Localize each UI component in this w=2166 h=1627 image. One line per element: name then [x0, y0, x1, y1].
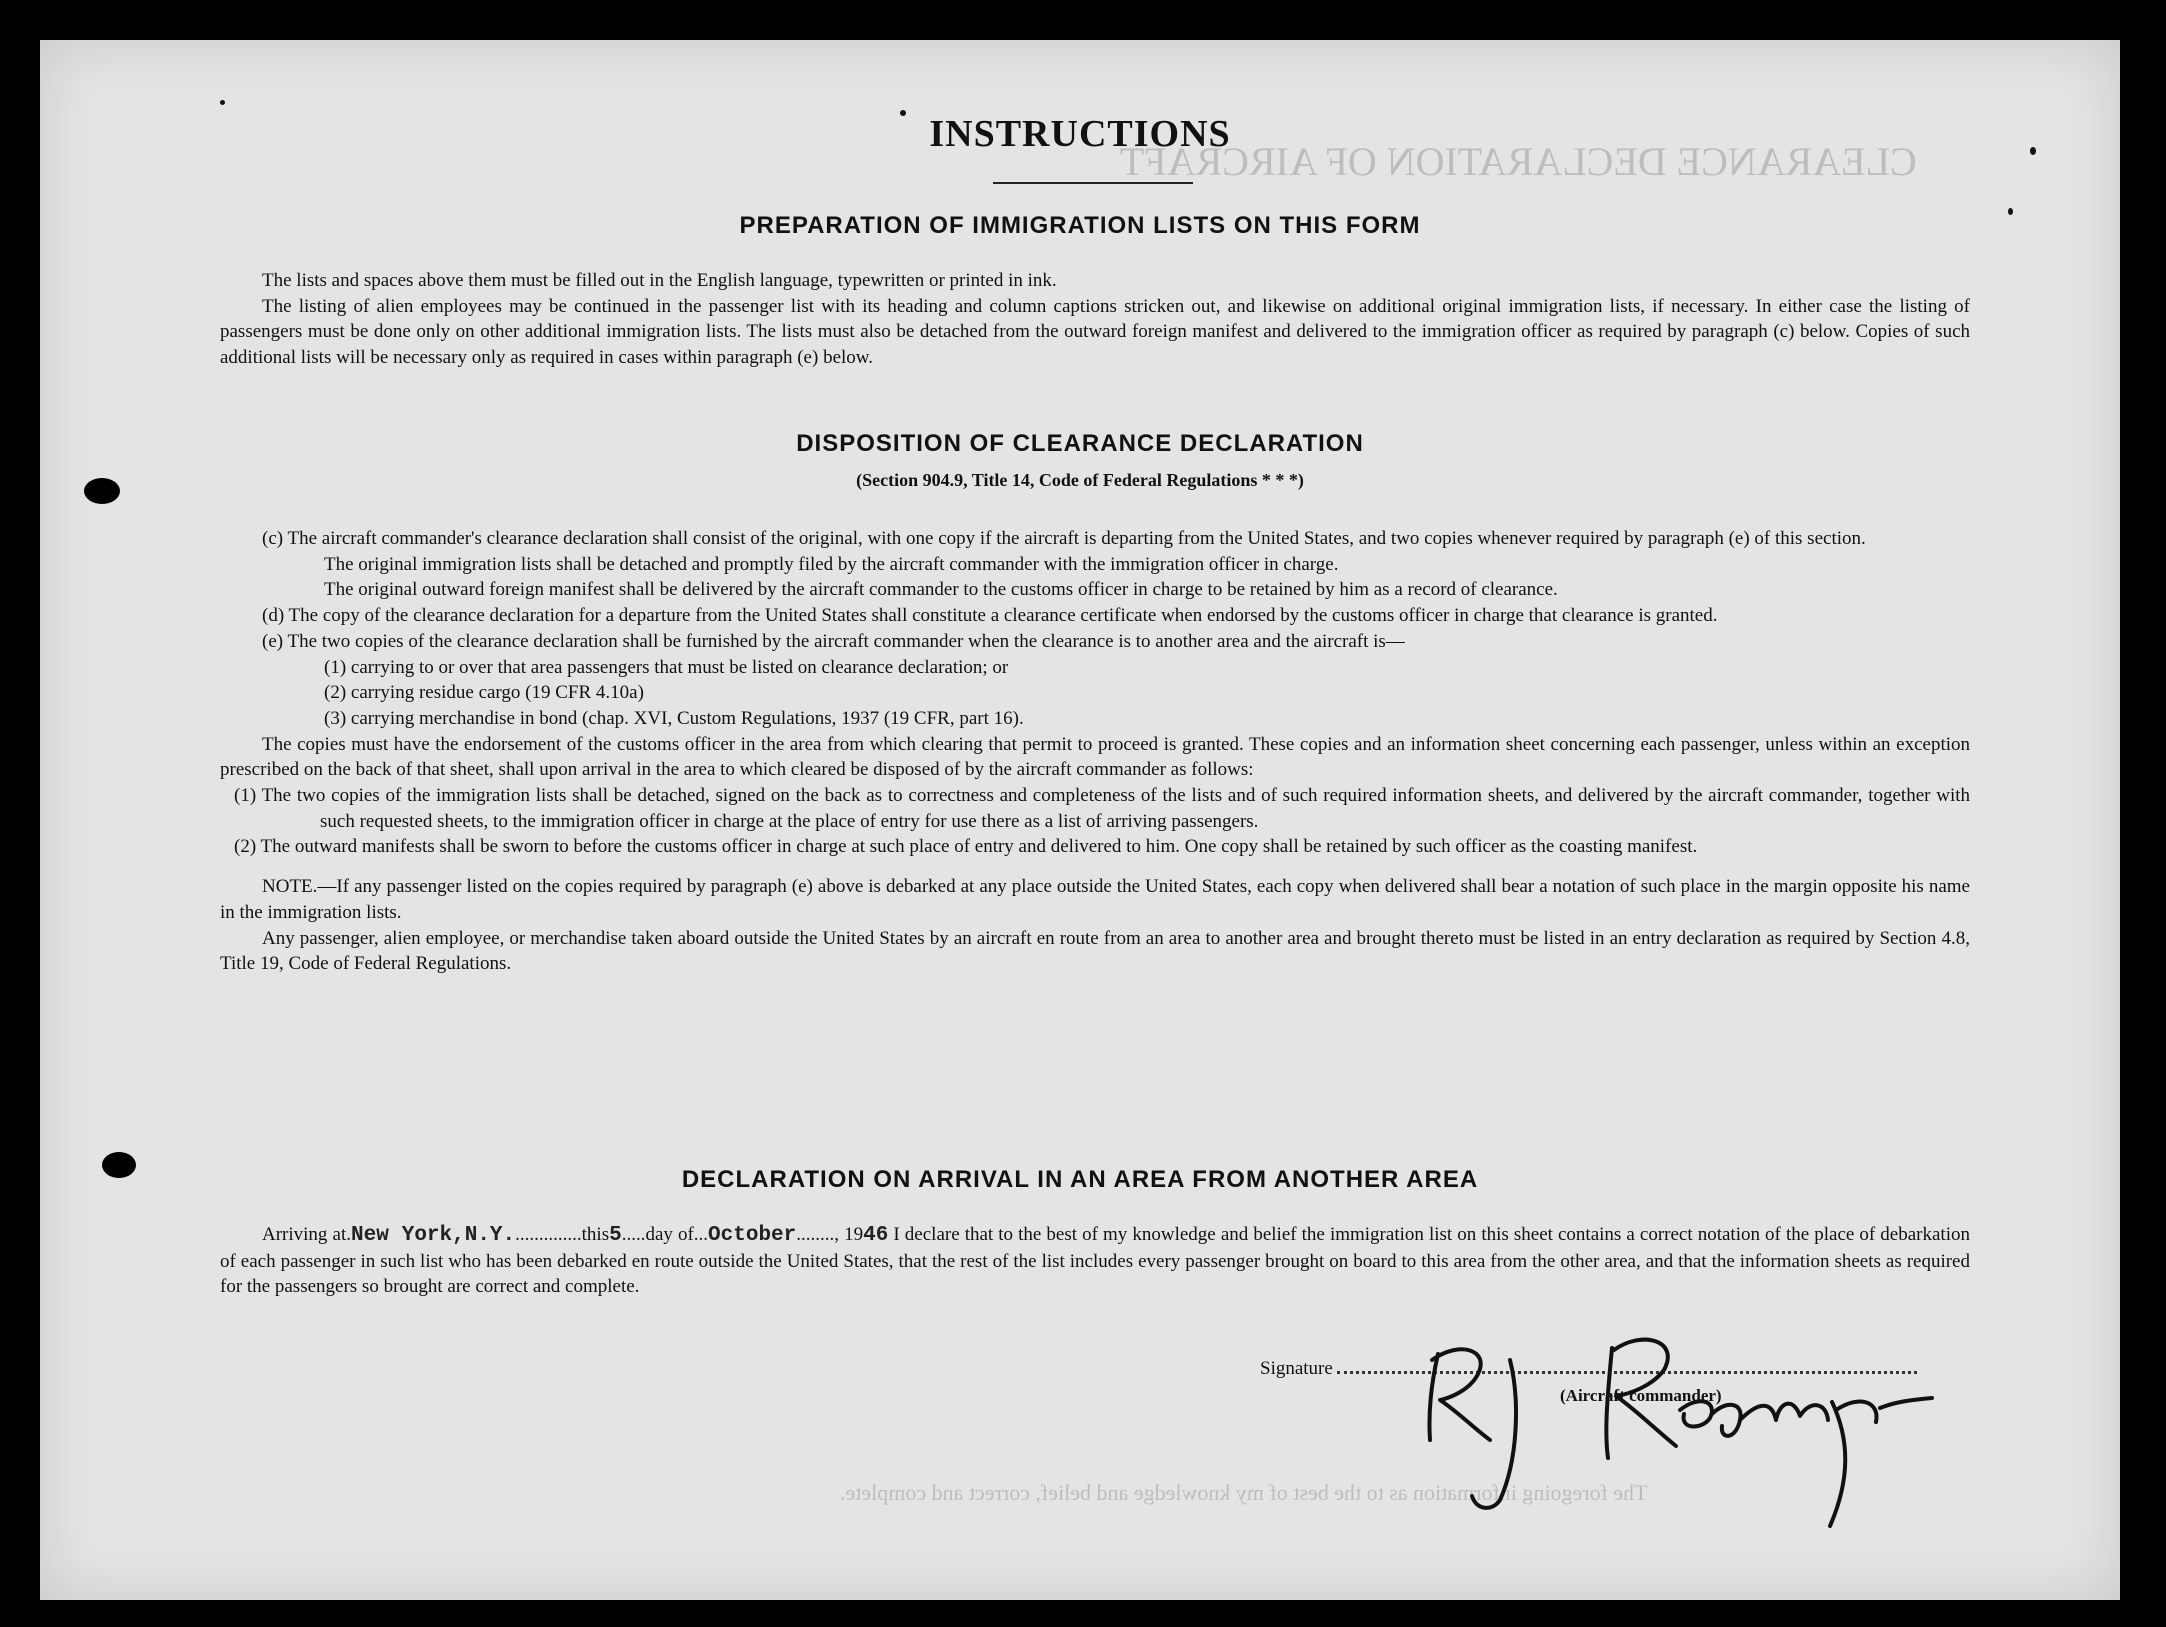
section-heading-declaration: DECLARATION ON ARRIVAL IN AN AREA FROM ANOTHER AREA: [681, 1166, 1479, 1193]
document-sheet: [40, 40, 2120, 1600]
paragraph-c: (c) The aircraft commander's clearance declaration shall consist of the original, with one copy if the aircraft is departing from the United States, and two copies whenever required by paragraph (e) of this section.: [262, 528, 1866, 549]
section-subheading-citation: (Section 904.9, Title 14, Code of Federal Regulations * * *): [856, 470, 1304, 490]
section-heading-preparation: PREPARATION OF IMMIGRATION LISTS ON THIS FORM: [739, 212, 1421, 239]
list-item: (2) The outward manifests shall be sworn to before the customs officer in charge at such place of entry and delivered to him. One copy shall be retained by such officer as the coasting manifest.: [234, 836, 1698, 858]
paragraph-c2: The original immigration lists shall be detached and promptly filed by the aircraft commander with the immigration officer in charge.: [324, 553, 1339, 575]
paragraph: The lists and spaces above them must be filled out in the English language, typewritten or printed in ink.: [262, 270, 1057, 291]
bleed-through-top: CLEARANCE DECLARATION OF AIRCRAFT: [1120, 139, 1917, 184]
paragraph-d: (d) The copy of the clearance declaration for a departure from the United States shall constitute a clearance certificate when endorsed by the customs officer in charge that clearance is granted.: [262, 605, 1718, 627]
section-disposition-body: [220, 526, 1970, 977]
speck: [220, 100, 225, 105]
year-prefix: 19: [844, 1224, 864, 1245]
arriving-place-value: New York,N.Y.: [350, 1224, 516, 1247]
this-label: this: [581, 1224, 610, 1245]
note-paragraph: NOTE.—If any passenger listed on the copies required by paragraph (e) above is debarked at any place outside the United States, each copy when delivered shall bear a notation of such place in the margin opposite his name in the immigration lists.: [220, 876, 1970, 923]
list-item: (1) carrying to or over that area passengers that must be listed on clearance declaration; or: [324, 656, 1009, 678]
arriving-label: Arriving at: [262, 1224, 347, 1245]
paragraph-copies: The copies must have the endorsement of the customs officer in the area from which clearing that permit to proceed is granted. These copies and an information sheet concerning each passenger, unless within an exception prescribed on the back of that sheet, shall upon arrival in the area to which cleared be disposed of by the aircraft commander as follows:: [220, 733, 1970, 781]
year-value: 46: [863, 1224, 889, 1247]
handwritten-signature: [1380, 1290, 1940, 1530]
section-heading-disposition: DISPOSITION OF CLEARANCE DECLARATION: [796, 430, 1364, 457]
signature-caption: (Aircraft commander): [1560, 1386, 1722, 1405]
paragraph-e: (e) The two copies of the clearance declaration shall be furnished by the aircraft commander when the clearance is to another area and the aircraft is—: [262, 630, 1405, 652]
arrival-declaration: [220, 1222, 1970, 1300]
note-paragraph-2: Any passenger, alien employee, or merchandise taken aboard outside the United States by an aircraft en route from an area to another area and brought thereto must be listed in an entry declaration as required by Section 4.8, Title 19, Code of Federal Regulations.: [220, 927, 1970, 975]
list-item: (1) The two copies of the immigration lists shall be detached, signed on the back as to correctness and completeness of the lists and of such required information sheets, and delivered by the aircraft commander, together with such requested sheets, to the immigration officer in charge at the place of entry for use there as a list of arriving passengers.: [234, 785, 1970, 832]
title-rule: [993, 182, 1193, 184]
list-item: (3) carrying merchandise in bond (chap. XVI, Custom Regulations, 1937 (19 CFR, part 16).: [324, 707, 1024, 729]
day-value: 5: [609, 1224, 622, 1247]
bleed-through-bottom: The foregoing information as to the best of my knowledge and belief, correct and complete.: [840, 1480, 1648, 1505]
arrival-declaration-text: Arriving at.New York,N.Y...............this5.....day of...October........, 1946 I declare that to the best of my knowledge and belief the immigration list on this sheet contains a correct notation of the place of debarkation of each passenger in such list who has been debarked en route outside the United States, that the rest of the list includes every passenger brought on board to this area from the other area, and that the information sheets as required for the passengers so brought are correct and complete.: [220, 1224, 1970, 1298]
list-item: (2) carrying residue cargo (19 CFR 4.10a): [324, 682, 644, 704]
day-of-label: day of: [645, 1224, 694, 1245]
month-value: October: [708, 1224, 797, 1247]
signature-label: Signature: [1260, 1358, 1333, 1379]
declaration-text: I declare that to the best of my knowledge and belief the immigration list on this sheet contains a correct notation of the place of debarkation of each passenger in such list who has been debarked en route outside the United States, that the rest of the list includes every passenger brought on board to this area from the other area, and that the information sheets as required for the passengers so brought are correct and complete.: [220, 1224, 1970, 1298]
paragraph: The listing of alien employees may be continued in the passenger list with its heading and column captions stricken out, and likewise on additional original immigration lists, if necessary. In either case the listing of passengers must be done only on other additional immigration lists. The lists must also be detached from the outward foreign manifest and delivered to the immigration officer as required by paragraph (c) below. Copies of such additional lists will be necessary only as required in cases within paragraph (e) below.: [220, 295, 1970, 369]
paragraph-c3: The original outward foreign manifest shall be delivered by the aircraft commander to the customs officer in charge to be retained by him as a record of clearance.: [324, 579, 1558, 601]
section-preparation-body: [220, 268, 1970, 371]
page-title: INSTRUCTIONS: [929, 113, 1231, 155]
